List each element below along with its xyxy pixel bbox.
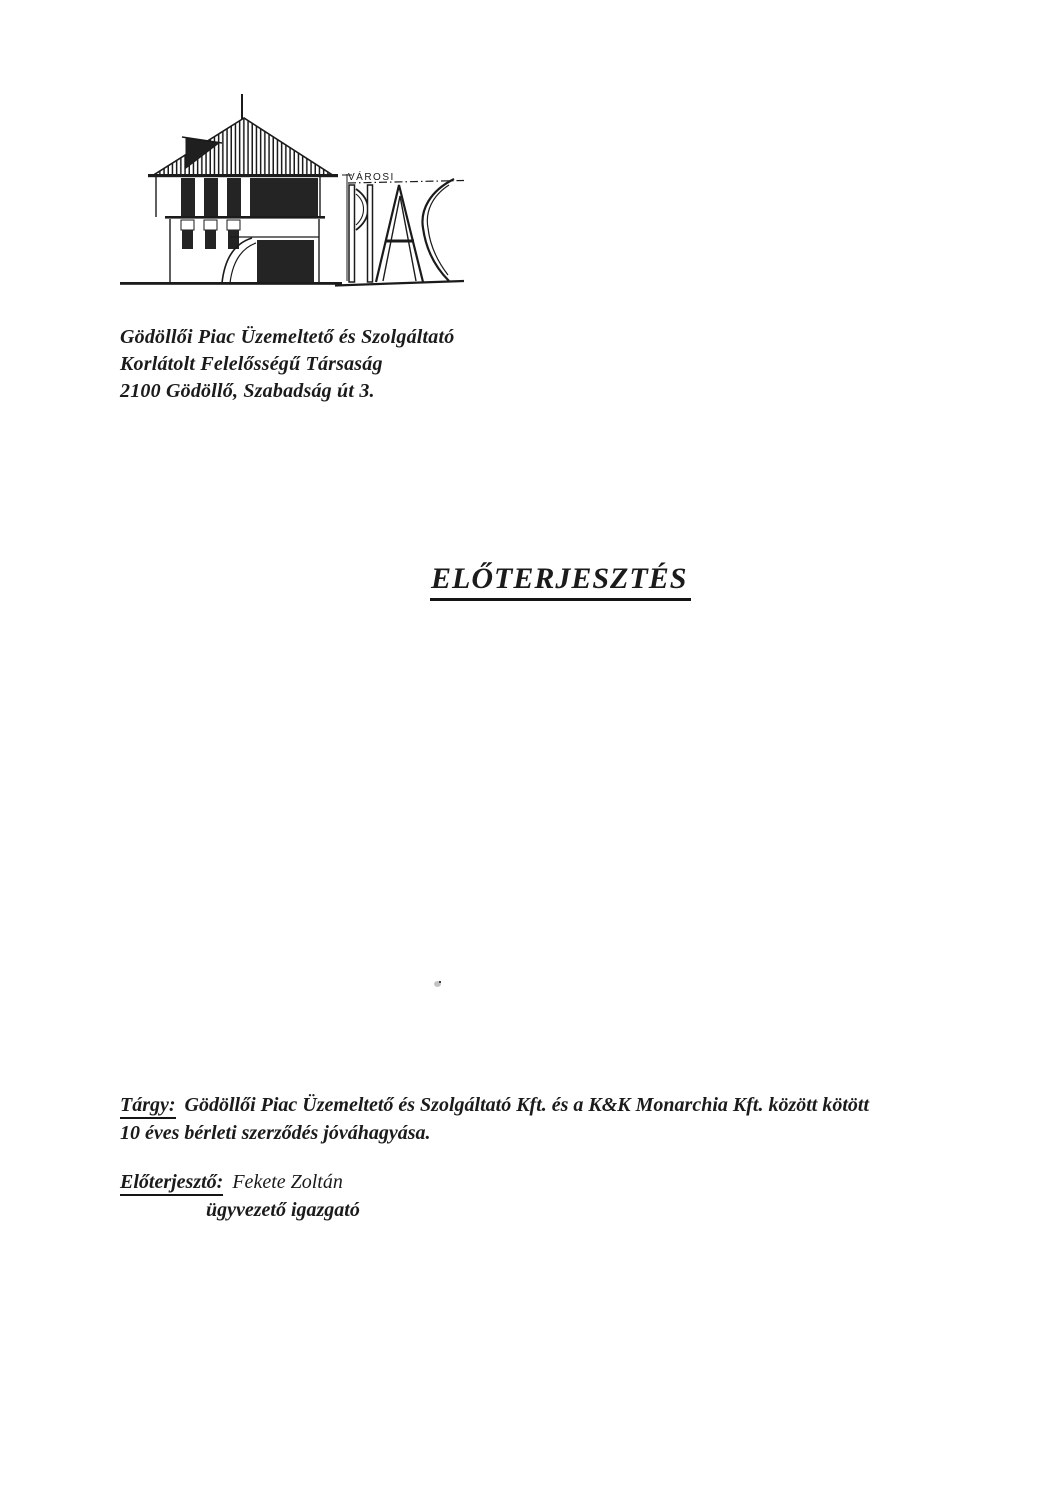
letterhead-company-line1: Gödöllői Piac Üzemeltető és Szolgáltató xyxy=(120,326,455,348)
logo-varosi-label: VÁROSI xyxy=(348,172,395,183)
subject-block xyxy=(120,1092,869,1147)
presenter-block xyxy=(120,1168,360,1224)
letterhead-address-line: 2100 Gödöllő, Szabadság út 3. xyxy=(120,380,375,402)
presenter-label: Előterjesztő: xyxy=(120,1171,223,1196)
letterhead-block xyxy=(120,324,454,405)
scan-speck-dot xyxy=(439,981,441,983)
document-title: ELŐTERJESZTÉS xyxy=(430,562,691,601)
logo-roof xyxy=(148,94,338,177)
scan-speck xyxy=(434,981,441,987)
letterhead-company-line2: Korlátolt Felelősségű Társaság xyxy=(120,353,383,375)
subject-text-line2: 10 éves bérleti szerződés jóváhagyása. xyxy=(120,1121,431,1144)
subject-text-line1: Gödöllői Piac Üzemeltető és Szolgáltató Kft. és a K&K Monarchia Kft. között kötött xyxy=(184,1094,870,1116)
market-hall-logo xyxy=(120,88,466,288)
subject-label: Tárgy: xyxy=(120,1094,176,1119)
presenter-role: ügyvezető igazgató xyxy=(206,1199,360,1221)
logo-piac-letters xyxy=(349,179,454,282)
presenter-name: Fekete Zoltán xyxy=(232,1171,343,1193)
market-hall-logo-drawing xyxy=(120,88,466,288)
